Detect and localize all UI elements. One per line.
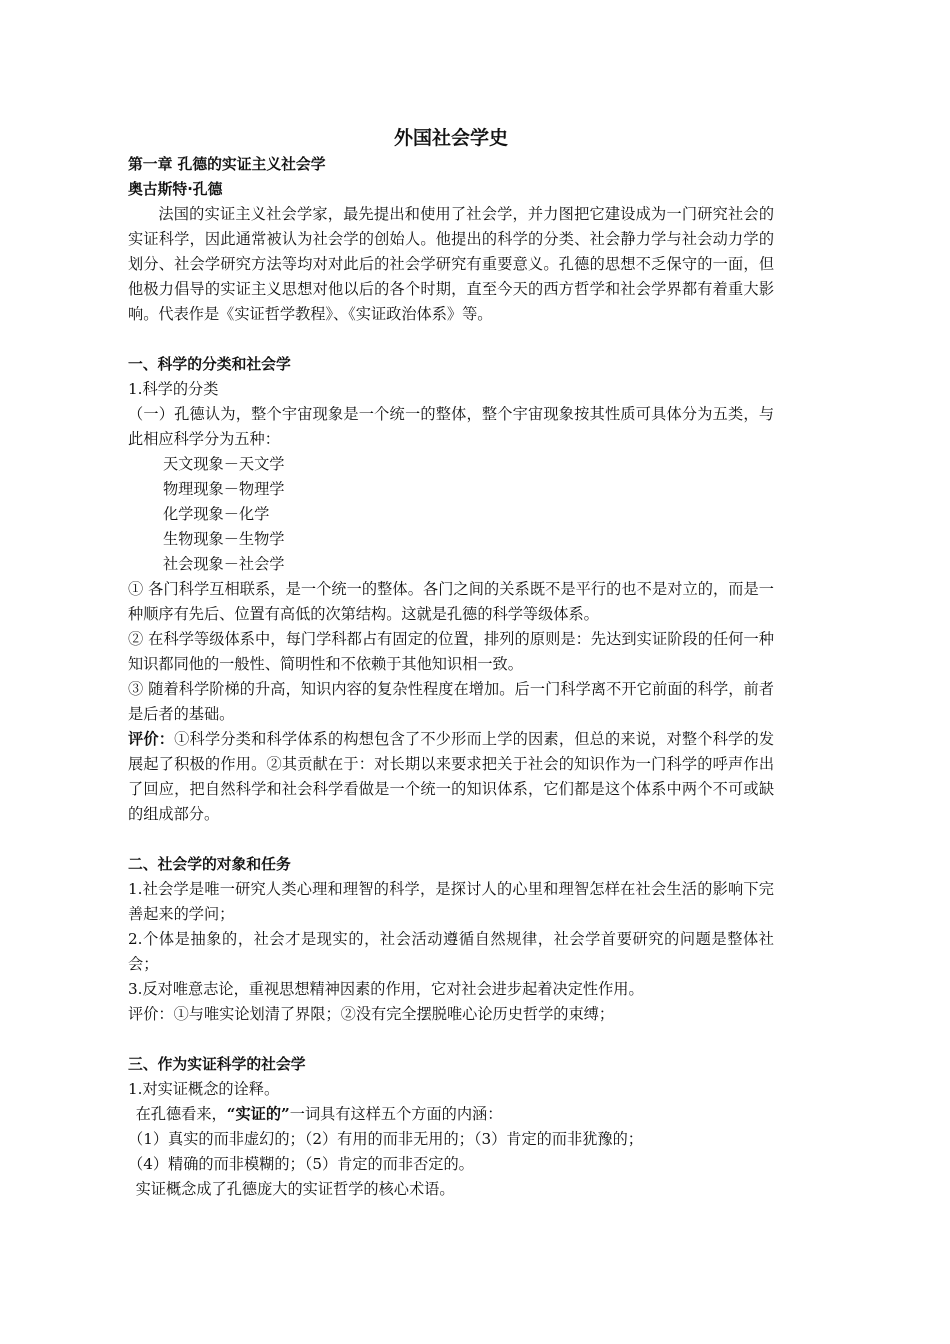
evaluation-label: 评价： (128, 730, 175, 748)
section3-subheading: 1.对实证概念的诠释。 (128, 1080, 280, 1098)
list-item: 物理现象－物理学 (162, 480, 285, 498)
section1-subheading: 1.科学的分类 (128, 380, 219, 398)
line-text: 一词具有这样五个方面的内涵： (289, 1105, 503, 1123)
spacer (128, 1027, 774, 1052)
chapter-heading: 第一章 孔德的实证主义社会学 (128, 156, 326, 173)
list-item: 天文现象－天文学 (162, 455, 285, 473)
document-page (128, 124, 774, 1202)
section3-line-1 (128, 1102, 774, 1127)
evaluation-paragraph (128, 727, 774, 827)
point-1: ① 各门科学互相联系，是一个统一的整体。各门之间的关系既不是平行的也不是对立的，而是一种顺序有先后、位置有高低的次第结构。这就是孔德的科学等级体系。 (128, 580, 774, 623)
person-heading: 奥古斯特·孔德 (128, 181, 223, 198)
spacer (128, 327, 774, 352)
section1-paragraph: （一）孔德认为，整个宇宙现象是一个统一的整体，整个宇宙现象按其性质可具体分为五类，与此相应科学分为五种： (128, 405, 774, 448)
section2-item-2: 2.个体是抽象的，社会才是现实的，社会活动遵循自然规律，社会学首要研究的问题是整体社会； (128, 930, 774, 973)
list-item: 生物现象－生物学 (162, 530, 285, 548)
section3-line-4: 实证概念成了孔德庞大的实证哲学的核心术语。 (135, 1180, 455, 1198)
section2-heading: 二、社会学的对象和任务 (128, 856, 291, 873)
point-3: ③ 随着科学阶梯的升高，知识内容的复杂性程度在增加。后一门科学离不开它前面的科学，前者是后者的基础。 (128, 680, 774, 723)
point-2: ② 在科学等级体系中，每门学科都占有固定的位置，排列的原则是：先达到实证阶段的任何一种知识都同他的一般性、简明性和不依赖于其他知识相一致。 (128, 630, 774, 673)
section3-line-2: （1）真实的而非虚幻的；（2）有用的而非无用的；（3）肯定的而非犹豫的； (128, 1130, 643, 1148)
list-item: 化学现象－化学 (162, 505, 270, 523)
section2-item-3: 3.反对唯意志论，重视思想精神因素的作用，它对社会进步起着决定性作用。 (128, 980, 644, 998)
spacer (128, 827, 774, 852)
list-item: 社会现象－社会学 (162, 555, 285, 573)
section3-heading: 三、作为实证科学的社会学 (128, 1056, 306, 1073)
section2-item-1: 1.社会学是唯一研究人类心理和理智的科学，是探讨人的心里和理智怎样在社会生活的影响下完善起来的学问； (128, 880, 774, 923)
document-title: 外国社会学史 (393, 127, 508, 149)
line-text: 在孔德看来， (135, 1105, 227, 1123)
section1-heading: 一、科学的分类和社会学 (128, 356, 291, 373)
section2-evaluation: 评价：①与唯实论划清了界限；②没有完全摆脱唯心论历史哲学的束缚； (128, 1005, 614, 1023)
intro-paragraph: 法国的实证主义社会学家，最先提出和使用了社会学，并力图把它建设成为一门研究社会的实证科学，因此通常被认为社会学的创始人。他提出的科学的分类、社会静力学与社会动力学的划分、社会学研究方法等均对对此后的社会学研究有重要意义。孔德的思想不乏保守的一面，但他极力倡导的实证主义思想对他以后的各个时期，直至今天的西方哲学和社会学界都有着重大影响。代表作是《实证哲学教程》、《实证政治体系》等。 (128, 205, 774, 323)
evaluation-text: ①科学分类和科学体系的构想包含了不少形而上学的因素，但总的来说，对整个科学的发展起了积极的作用。②其贡献在于：对长期以来要求把关于社会的知识作为一门科学的呼声作出了回应，把自然科学和社会科学看做是一个统一的知识体系，它们都是这个体系中两个不可或缺的组成部分。 (128, 730, 775, 823)
bold-term: “实证的” (226, 1105, 290, 1123)
section3-line-3: （4）精确的而非模糊的；（5）肯定的而非否定的。 (128, 1155, 474, 1173)
